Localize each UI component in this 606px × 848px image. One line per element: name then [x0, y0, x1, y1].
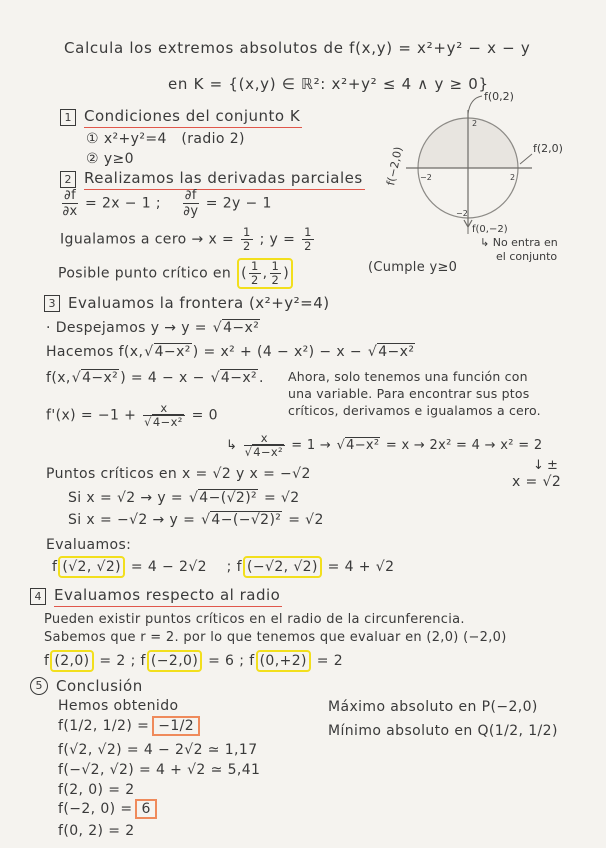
candidate-x-numerator: 1 — [250, 259, 259, 273]
solution-chain — [226, 432, 542, 459]
section-2-header — [60, 168, 365, 190]
result-5-expression: f(−2, 0) = — [58, 801, 133, 817]
section-4-number: 4 — [30, 588, 46, 605]
radius-eval-1-f: f — [44, 653, 50, 669]
zero-lead: Igualamos a cero → x = — [60, 231, 235, 248]
radicand: 4−x² — [154, 344, 191, 360]
x-half-numerator: 1 — [243, 225, 251, 239]
radius-eval-3-args: (0,+2) — [256, 650, 311, 672]
partial-y-result: = 2y − 1 — [205, 195, 272, 212]
sqrt-expression — [144, 342, 191, 362]
evaluation-1-f: f — [52, 559, 58, 575]
condition-2 — [86, 149, 134, 169]
result-3: f(−√2, √2) = 4 + √2 ≃ 5,41 — [58, 762, 261, 778]
sqrt-sign: √ — [244, 445, 253, 459]
solve-y-lead: · Despejamos y → y = — [46, 320, 207, 336]
substitution-middle: ) = x² + (4 − x²) − x − — [192, 344, 363, 360]
partial-x-numerator: ∂f — [64, 188, 77, 203]
substitution-lead: Hacemos f(x, — [46, 344, 144, 360]
substitution — [46, 342, 416, 362]
radius-evaluations — [44, 650, 343, 672]
candidate-open: ( — [241, 265, 247, 282]
simplified-function — [46, 368, 264, 388]
section-3-number: 3 — [44, 295, 60, 312]
section-3-header — [44, 293, 330, 313]
label-bottom: f(0,−2) — [472, 224, 508, 235]
radicand: 4−(−√2)² — [211, 512, 282, 528]
radius-eval-1-value: = 2 — [99, 653, 126, 669]
candidate-lead: Posible punto crítico en — [58, 265, 232, 282]
result-5-boxed-value: 6 — [135, 799, 156, 819]
candidate-x-fraction — [249, 260, 261, 287]
case-positive-end: = √2 — [263, 490, 300, 506]
derivative-equation — [46, 402, 218, 429]
root-value: x = √2 — [512, 474, 562, 490]
sqrt-expression — [245, 446, 284, 459]
root-sign: ± — [547, 458, 559, 473]
boundary-evaluations — [52, 556, 394, 578]
result-4: f(2, 0) = 2 — [58, 782, 135, 798]
simplified-end: . — [259, 370, 264, 386]
absolute-minimum: Mínimo absoluto en Q(1/2, 1/2) — [328, 723, 558, 739]
solution-middle: = 1 → — [291, 438, 332, 453]
sqrt-sign: √ — [188, 490, 199, 506]
sqrt-expression — [189, 488, 258, 508]
domain-diagram — [382, 84, 604, 264]
section-4-text-1: Pueden existir puntos críticos en el radio de la circunferencia. — [44, 612, 465, 627]
sqrt-expression — [211, 368, 258, 388]
domain-check: (Cumple y≥0 — [368, 260, 458, 275]
radius-separator-2: ; — [239, 653, 245, 669]
condition-1 — [86, 129, 245, 149]
result-1 — [58, 716, 200, 736]
section-3-heading: Evaluamos la frontera (x²+y²=4) — [68, 294, 330, 312]
critical-point-candidate — [58, 258, 294, 289]
partial-derivatives — [60, 188, 272, 219]
radius-eval-2-value: = 6 — [208, 653, 235, 669]
critical-points: Puntos críticos en x = √2 y x = −√2 — [46, 466, 311, 482]
radius-eval-1-args: (2,0) — [50, 650, 93, 672]
section-4-header — [30, 585, 282, 607]
comment-line-2: una variable. Para encontrar sus ptos — [288, 386, 530, 401]
section-2-heading: Realizamos las derivadas parciales — [84, 168, 365, 190]
note-line-1: ↳ No entra en — [480, 236, 558, 249]
candidate-x-denominator: 2 — [250, 273, 259, 287]
result-2: f(√2, √2) = 4 − 2√2 ≃ 1,17 — [58, 742, 258, 758]
label-right: f(2,0) — [533, 142, 563, 155]
evaluation-2-value: = 4 + √2 — [327, 559, 395, 575]
title-line-1: Calcula los extremos absolutos de f(x,y) = x²+y² − x − y — [64, 39, 531, 57]
partial-x-denominator: ∂x — [62, 204, 78, 219]
sqrt-expression — [368, 342, 415, 362]
y-half-numerator: 1 — [304, 225, 312, 239]
evaluation-separator: ; — [226, 559, 232, 575]
simplified-middle: ) = 4 − x − — [120, 370, 205, 386]
radicand: 4−(√2)² — [199, 490, 258, 506]
evaluation-1-value: = 4 − 2√2 — [130, 559, 207, 575]
solution-fraction — [244, 432, 285, 459]
condition-1-mark: ① — [86, 131, 99, 147]
section-1-heading: Condiciones del conjunto K — [84, 106, 302, 128]
tick-top: 2 — [472, 119, 478, 128]
sqrt-sign: √ — [201, 512, 211, 528]
sqrt-sign: √ — [212, 320, 223, 336]
zero-equations — [60, 226, 316, 253]
candidate-close: ) — [283, 265, 290, 282]
x-half-denominator: 2 — [243, 239, 251, 253]
partial-y-denominator: ∂y — [183, 204, 199, 219]
section-5-number: 5 — [30, 677, 48, 695]
candidate-y-denominator: 2 — [271, 273, 280, 287]
tick-right: 2 — [510, 173, 516, 182]
partial-x-fraction — [62, 188, 78, 219]
case-positive — [68, 488, 300, 508]
derivative-denominator — [143, 416, 185, 429]
sqrt-expression — [337, 436, 381, 456]
partial-y-numerator: ∂f — [184, 188, 197, 203]
derivative-lead: f'(x) = −1 + — [46, 407, 137, 424]
sqrt-sign: √ — [210, 370, 220, 386]
partial-x-result: = 2x − 1 ; — [84, 195, 162, 212]
case-negative-end: = √2 — [288, 512, 324, 528]
solution-lead: ↳ — [226, 438, 238, 453]
simplified-lead: f(x, — [46, 370, 71, 386]
sqrt-sign: √ — [336, 438, 346, 453]
radicand: 4−x² — [220, 370, 258, 386]
candidate-highlight — [237, 258, 293, 289]
sqrt-expression — [213, 318, 260, 338]
y-half-denominator: 2 — [304, 239, 312, 253]
radicand: 4−x² — [253, 445, 283, 459]
result-1-boxed-value: −1/2 — [152, 716, 200, 736]
top-label-pointer — [468, 96, 482, 114]
radicand: 4−x² — [223, 320, 260, 336]
section-4-text-2: Sabemos que r = 2. por lo que tenemos que evaluar en (2,0) (−2,0) — [44, 630, 507, 645]
derivative-end: = 0 — [191, 407, 218, 424]
evaluate-label: Evaluamos: — [46, 537, 132, 553]
sqrt-sign: √ — [367, 344, 378, 360]
section-5-heading: Conclusión — [56, 677, 143, 695]
derivative-numerator: x — [143, 402, 185, 416]
evaluation-2-f: f — [236, 559, 242, 575]
solution-numerator: x — [244, 432, 285, 446]
section-1-header — [60, 106, 302, 128]
case-negative — [68, 510, 324, 530]
section-2-number: 2 — [60, 171, 76, 188]
condition-1-text: x²+y²=4 (radio 2) — [103, 131, 245, 147]
solution-denominator — [244, 446, 285, 459]
partial-y-fraction — [183, 188, 199, 219]
sqrt-sign: √ — [71, 370, 82, 386]
radius-eval-3-f: f — [249, 653, 255, 669]
sqrt-sign: √ — [144, 344, 154, 360]
radicand: 4−x² — [378, 344, 415, 360]
label-top: f(0,2) — [484, 90, 514, 103]
absolute-maximum: Máximo absoluto en P(−2,0) — [328, 699, 538, 715]
zero-separator: ; y = — [259, 231, 296, 248]
radicand: 4−x² — [152, 415, 183, 429]
condition-2-mark: ② — [86, 151, 99, 167]
sqrt-expression — [72, 368, 119, 388]
section-1-number: 1 — [60, 109, 76, 126]
result-5 — [58, 799, 157, 819]
radius-eval-3-value: = 2 — [316, 653, 344, 669]
label-left: f(−2,0) — [384, 145, 406, 187]
solution-end: = x → 2x² = 4 → x² = 2 — [385, 438, 543, 453]
candidate-comma: , — [262, 265, 268, 282]
radius-separator-1: ; — [130, 653, 136, 669]
section-5-header — [30, 676, 143, 696]
comment-line-1: Ahora, solo tenemos una función con — [288, 369, 528, 384]
comment-line-3: críticos, derivamos e igualamos a cero. — [288, 403, 541, 418]
evaluation-1-args: (√2, √2) — [58, 556, 125, 578]
sqrt-sign: √ — [144, 415, 152, 429]
result-1-expression: f(1/2, 1/2) = — [58, 718, 150, 734]
sqrt-expression — [201, 510, 282, 530]
candidate-y-numerator: 1 — [271, 259, 280, 273]
condition-2-text: y≥0 — [103, 151, 134, 167]
tick-left: −2 — [420, 173, 432, 182]
case-positive-lead: Si x = √2 → y = — [68, 490, 184, 506]
candidate-y-fraction — [270, 260, 282, 287]
derivative-fraction — [143, 402, 185, 429]
y-half-fraction — [302, 226, 314, 253]
radicand: 4−x² — [346, 438, 380, 453]
evaluation-2-args: (−√2, √2) — [243, 556, 322, 578]
x-half-fraction — [241, 226, 253, 253]
radius-eval-2-args: (−2,0) — [147, 650, 202, 672]
root-arrow: ↓ — [533, 458, 545, 473]
sqrt-expression — [144, 416, 184, 429]
right-label-pointer — [520, 154, 532, 164]
results-intro: Hemos obtenido — [58, 698, 179, 714]
note-line-2: el conjunto — [496, 250, 558, 263]
section-4-heading: Evaluamos respecto al radio — [54, 585, 282, 607]
solve-for-y — [46, 318, 261, 338]
radicand: 4−x² — [82, 370, 119, 386]
title-line-2: en K = {(x,y) ∈ ℝ²: x²+y² ≤ 4 ∧ y ≥ 0} — [168, 75, 489, 93]
radius-eval-2-f: f — [140, 653, 146, 669]
result-6: f(0, 2) = 2 — [58, 823, 135, 839]
tick-bottom: −2 — [456, 209, 468, 218]
case-negative-lead: Si x = −√2 → y = — [68, 512, 196, 528]
